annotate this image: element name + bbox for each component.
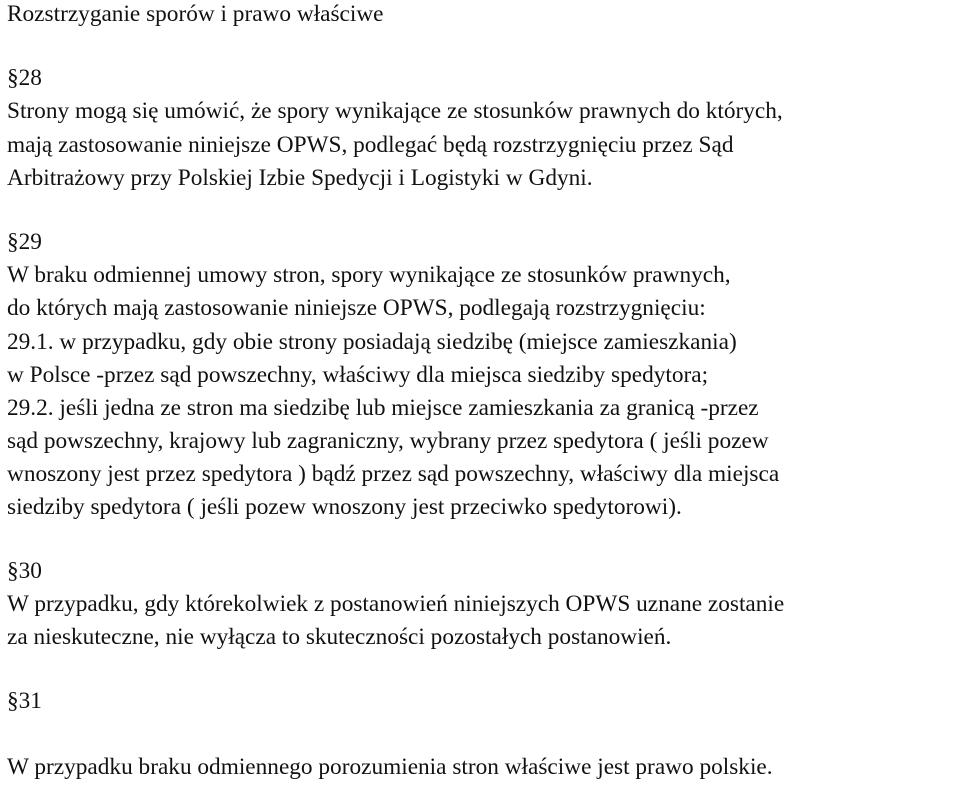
section-30-line: W przypadku, gdy którekolwiek z postanowień niniejszych OPWS uznane zostanie [7, 591, 785, 617]
section-29-line: 29.2. jeśli jedna ze stron ma siedzibę lub miejsce zamieszkania za granicą -przez [7, 395, 759, 421]
document-heading: Rozstrzyganie sporów i prawo właściwe [7, 1, 384, 27]
section-31-number: §31 [7, 688, 42, 714]
section-29-line: do których mają zastosowanie niniejsze OPWS, podlegają rozstrzygnięciu: [7, 295, 706, 321]
section-28-line: Arbitrażowy przy Polskiej Izbie Spedycji i Logistyki w Gdyni. [7, 165, 593, 191]
section-29-line: wnoszony jest przez spedytora ) bądź przez sąd powszechny, właściwy dla miejsca [7, 461, 780, 487]
section-29-line: 29.1. w przypadku, gdy obie strony posiadają siedzibę (miejsce zamieszkania) [7, 329, 737, 355]
section-29-number: §29 [7, 229, 42, 255]
section-29-line: siedziby spedytora ( jeśli pozew wnoszony jest przeciwko spedytorowi). [7, 494, 682, 520]
section-29-line: w Polsce -przez sąd powszechny, właściwy dla miejsca siedziby spedytora; [7, 362, 709, 388]
section-29-line: W braku odmiennej umowy stron, spory wynikające ze stosunków prawnych, [7, 262, 731, 288]
section-30-line: za nieskuteczne, nie wyłącza to skuteczności pozostałych postanowień. [7, 624, 672, 650]
section-28-line: Strony mogą się umówić, że spory wynikające ze stosunków prawnych do których, [7, 98, 783, 124]
section-30-number: §30 [7, 558, 42, 584]
section-28-number: §28 [7, 65, 42, 91]
section-28-line: mają zastosowanie niniejsze OPWS, podlegać będą rozstrzygnięciu przez Sąd [7, 132, 734, 158]
section-31-line: W przypadku braku odmiennego porozumienia stron właściwe jest prawo polskie. [7, 754, 773, 780]
section-29-line: sąd powszechny, krajowy lub zagraniczny, wybrany przez spedytora ( jeśli pozew [7, 428, 769, 454]
